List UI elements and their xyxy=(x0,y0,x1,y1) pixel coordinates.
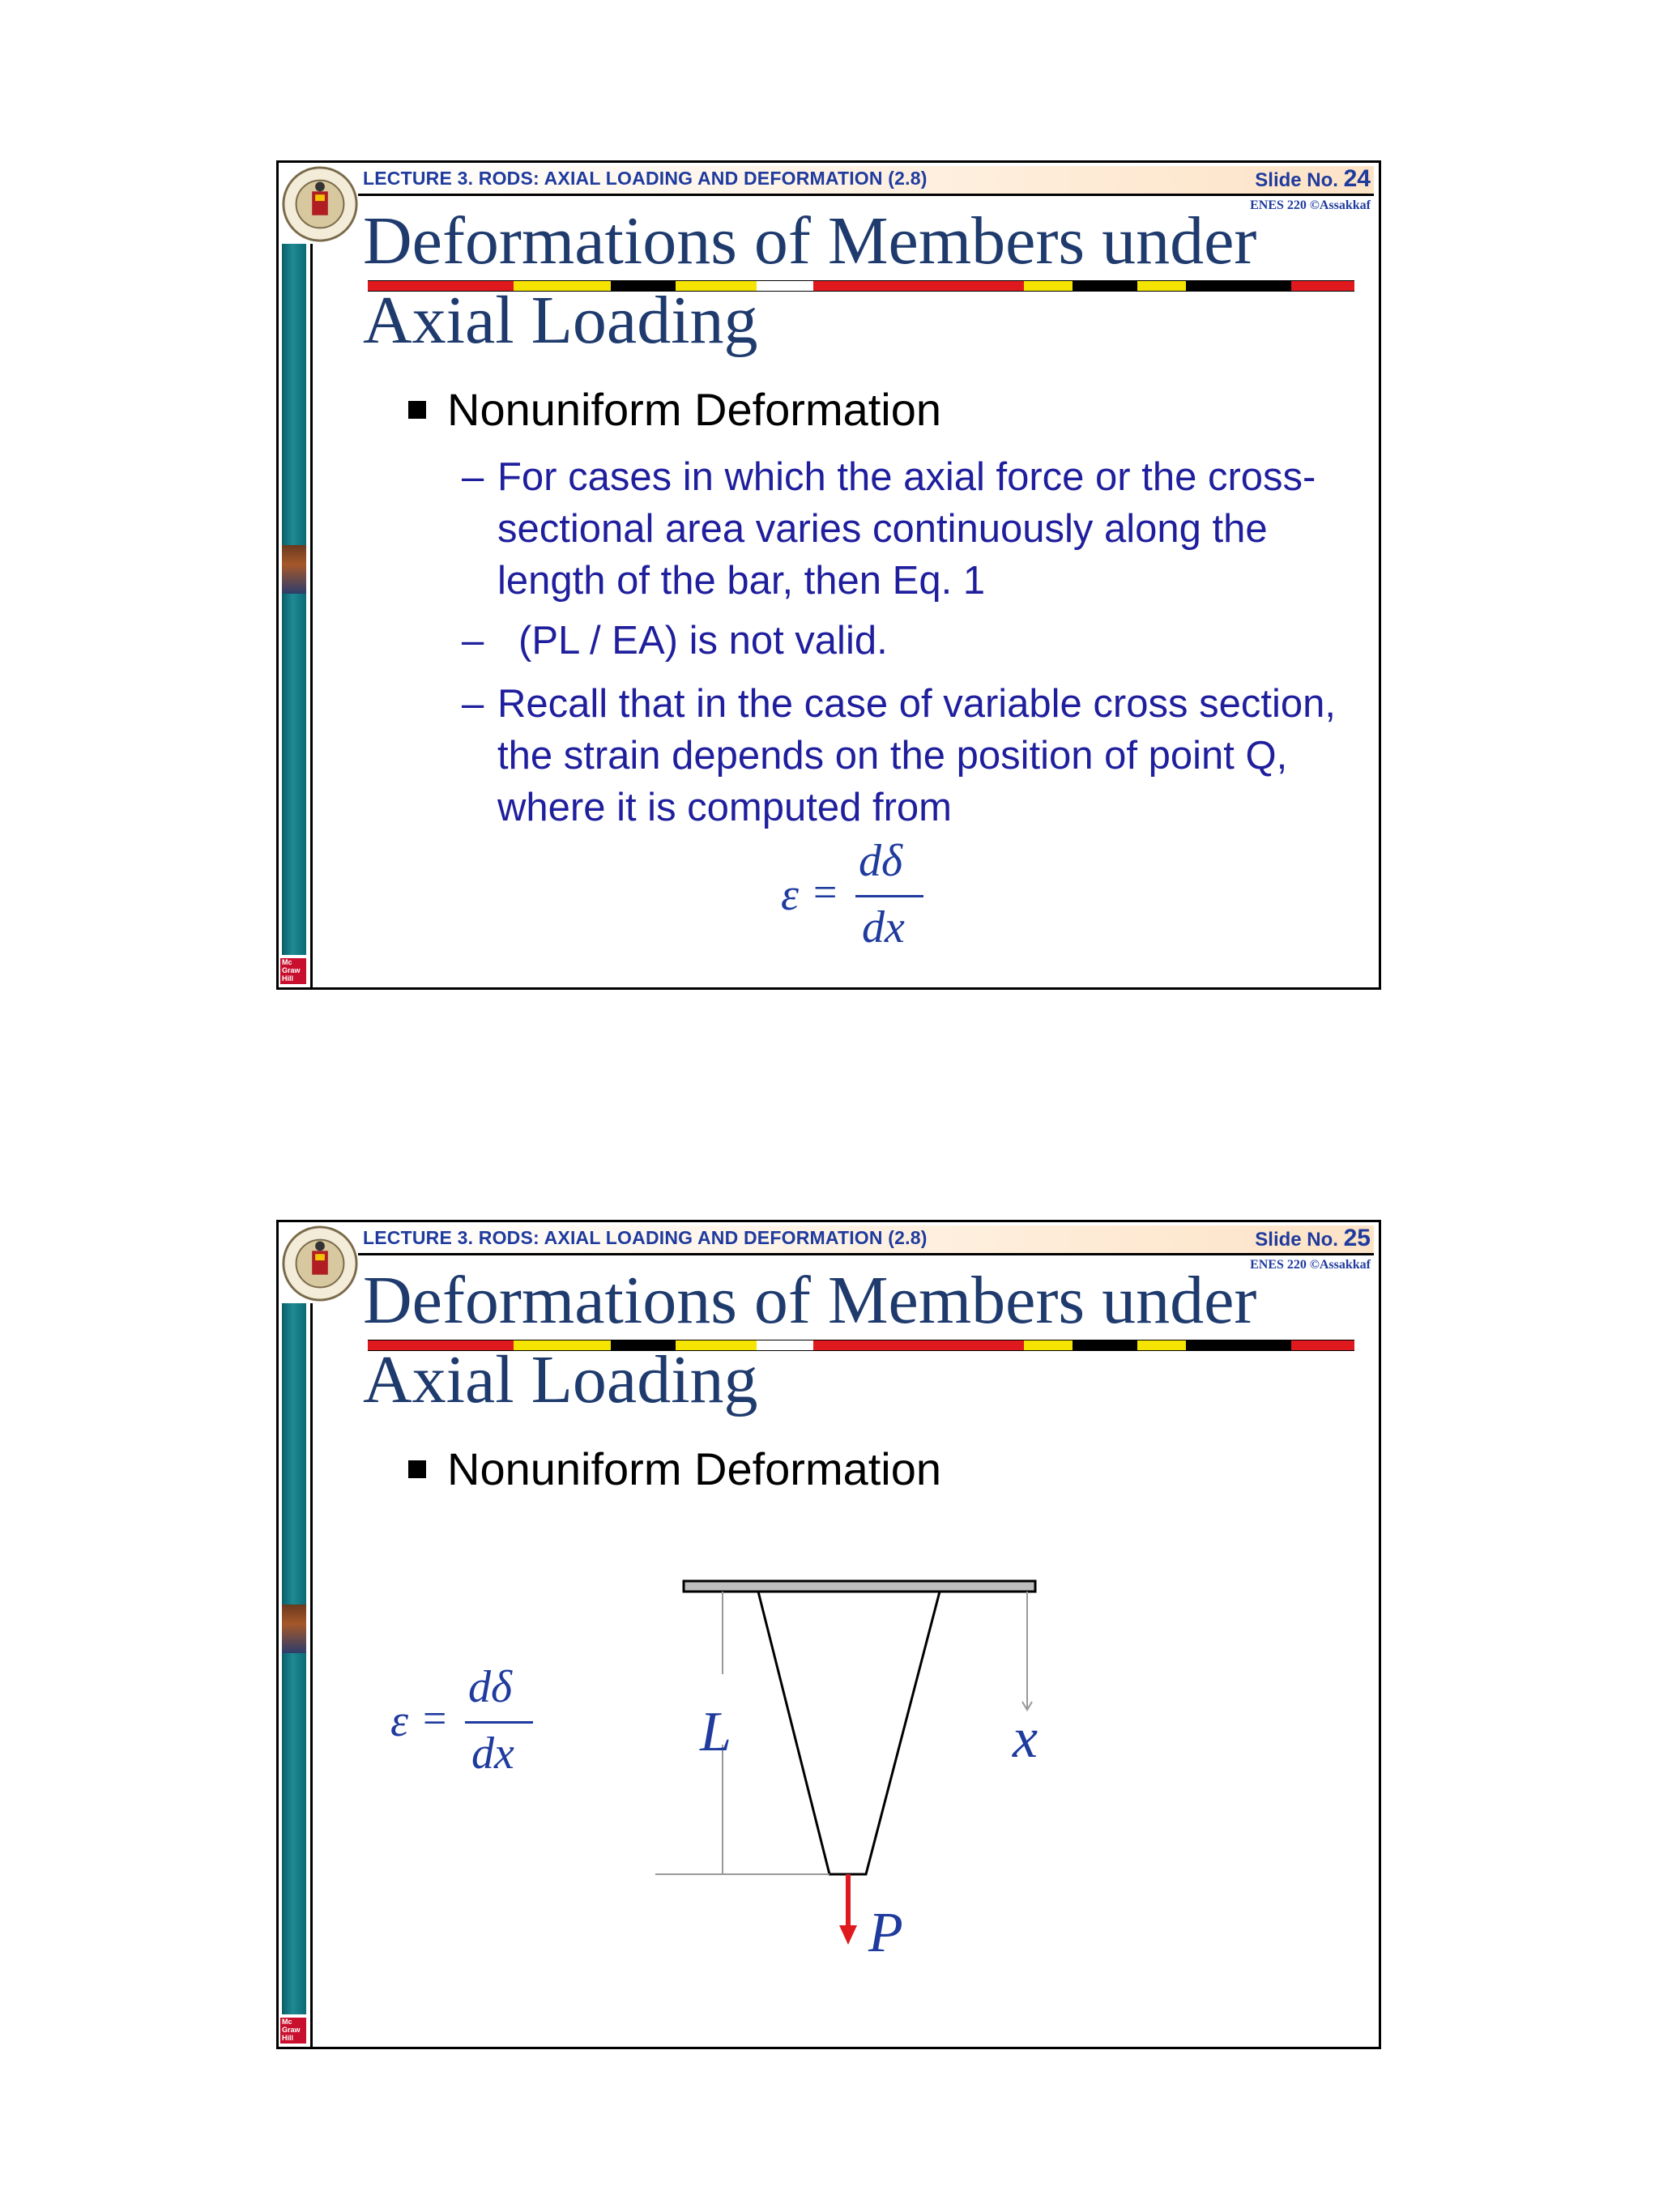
textbook-icon xyxy=(282,545,306,594)
lecture-heading: LECTURE 3. RODS: AXIAL LOADING AND DEFORMATION (2.8) xyxy=(363,168,928,189)
title-line-2: Axial Loading xyxy=(363,283,758,358)
formula-numerator: dδ xyxy=(859,836,903,886)
tapered-bar xyxy=(758,1592,940,1874)
formula-denominator: dx xyxy=(471,1728,514,1779)
dash-marker: – xyxy=(462,619,484,663)
course-credit: ENES 220 ©Assakkaf xyxy=(1250,198,1371,212)
load-label: P xyxy=(868,1902,903,1964)
title-line-1: Deformations of Members under xyxy=(363,1263,1257,1338)
university-seal-icon xyxy=(280,164,360,244)
formula-lhs: ε xyxy=(781,870,800,920)
sidebar-divider xyxy=(310,244,313,987)
mcgraw-hill-logo-icon: Mc Graw Hill xyxy=(280,2018,306,2044)
sub-item-1 xyxy=(462,451,1337,607)
course-credit: ENES 220 ©Assakkaf xyxy=(1250,1258,1371,1272)
slide-number-label: Slide No. xyxy=(1255,1229,1338,1251)
dash-marker: – xyxy=(462,682,484,726)
slide-24 xyxy=(276,160,1381,990)
sub-item-3 xyxy=(462,678,1337,833)
sub-item-text: Recall that in the case of variable cross section, the strain depends on the position of point Q, where it is computed from xyxy=(497,682,1336,829)
load-arrow-head-icon xyxy=(839,1925,857,1945)
fixed-support xyxy=(684,1581,1035,1592)
left-decor-bar xyxy=(279,163,314,987)
formula-equals: = xyxy=(813,870,838,916)
length-label: L xyxy=(700,1701,731,1763)
tapered-bar-diagram xyxy=(279,1222,1381,2049)
formula-lhs: ε xyxy=(390,1696,409,1746)
bullet-item xyxy=(408,383,941,436)
sub-item-text: (PL / EA) is not valid. xyxy=(518,619,888,663)
lecture-heading: LECTURE 3. RODS: AXIAL LOADING AND DEFORMATION (2.8) xyxy=(363,1227,928,1248)
slide-title xyxy=(363,202,1270,360)
teal-sidebar xyxy=(282,244,306,955)
dash-marker: – xyxy=(462,455,484,499)
formula-numerator: dδ xyxy=(468,1662,513,1712)
slide-number-label: Slide No. xyxy=(1255,169,1338,191)
slide-number xyxy=(1255,165,1371,193)
fraction-bar xyxy=(855,895,923,897)
bullet-text: Nonuniform Deformation xyxy=(447,384,942,435)
bullet-text: Nonuniform Deformation xyxy=(447,1443,942,1494)
sub-item-text: For cases in which the axial force or the cross-sectional area varies continuously along the length of the bar, then Eq. 1 xyxy=(497,455,1316,603)
slide-number-value: 25 xyxy=(1343,1225,1371,1251)
slide-25 xyxy=(276,1220,1381,2049)
formula-denominator: dx xyxy=(862,902,905,953)
slide-number-value: 24 xyxy=(1343,165,1371,192)
formula-equals: = xyxy=(423,1696,447,1742)
sub-item-2 xyxy=(462,615,1337,667)
title-line-1: Deformations of Members under xyxy=(363,203,1257,279)
mcgraw-hill-logo-icon: Mc Graw Hill xyxy=(280,958,306,984)
x-axis-label: x xyxy=(1013,1707,1038,1770)
square-bullet-icon xyxy=(408,401,426,419)
title-line-2: Axial Loading xyxy=(363,1342,758,1417)
